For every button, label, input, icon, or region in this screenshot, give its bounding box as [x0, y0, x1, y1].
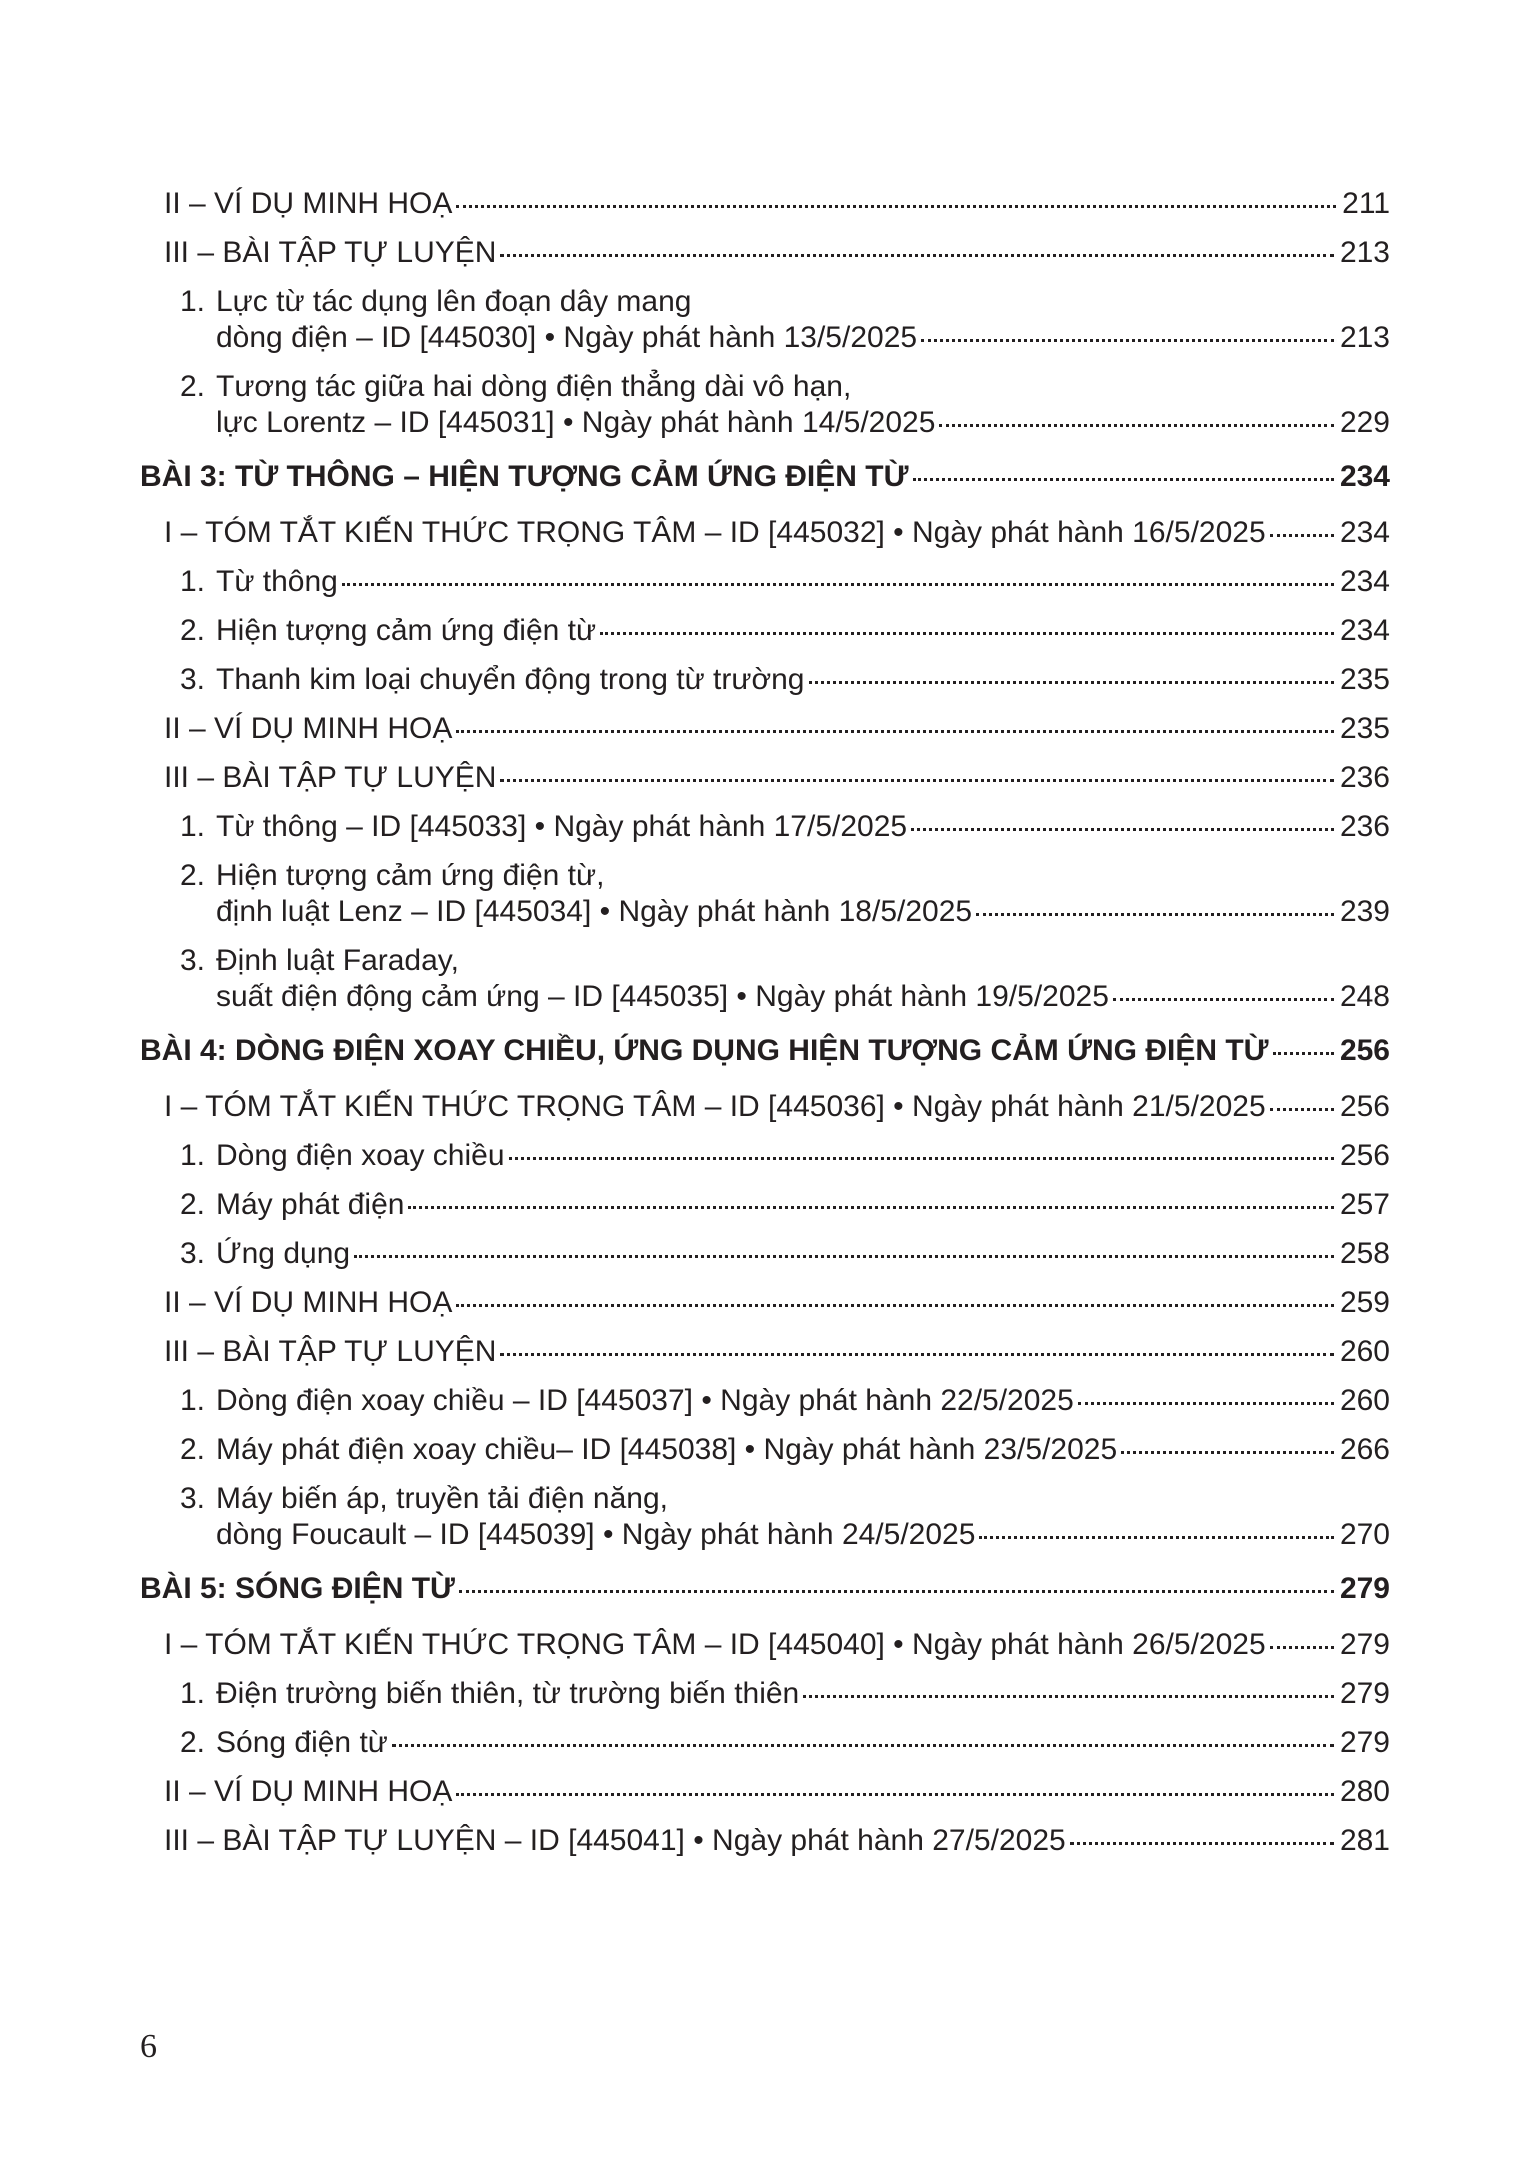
entry-title: suất điện động cảm ứng – ID [445035] • Ngày phát hành 19/5/2025 [216, 980, 1109, 1013]
entry-title: Ứng dụng [216, 1237, 351, 1270]
dot-leader [456, 730, 1334, 733]
entry-page: 279 [1339, 1726, 1390, 1759]
toc-section[interactable] [140, 1089, 1390, 1125]
dot-leader [979, 1536, 1334, 1539]
toc-section[interactable] [140, 1334, 1390, 1370]
entry-page: 256 [1339, 1034, 1390, 1067]
entry-number: 1. [180, 1139, 206, 1172]
toc-entry[interactable] [140, 1481, 1390, 1553]
dot-leader [456, 1793, 1334, 1796]
toc-entry[interactable] [140, 564, 1390, 600]
entry-page: 229 [1339, 406, 1390, 439]
entry-title-line: Hiện tượng cảm ứng điện từ, [216, 859, 605, 892]
entry-title: III – BÀI TẬP TỰ LUYỆN [164, 1335, 497, 1368]
dot-leader [500, 1353, 1334, 1356]
entry-page: 234 [1339, 565, 1390, 598]
entry-page: 256 [1339, 1139, 1390, 1172]
entry-title: II – VÍ DỤ MINH HOẠ [164, 1775, 453, 1808]
entry-number: 3. [180, 663, 206, 696]
toc-section[interactable] [140, 186, 1390, 222]
entry-number: 1. [180, 1384, 206, 1417]
dot-leader [809, 681, 1334, 684]
toc-entry[interactable] [140, 1138, 1390, 1174]
entry-title: Dòng điện xoay chiều [216, 1139, 505, 1172]
entry-page: 234 [1339, 614, 1390, 647]
entry-page: 260 [1339, 1335, 1390, 1368]
entry-page: 213 [1339, 321, 1390, 354]
entry-page: 213 [1339, 236, 1390, 269]
dot-leader [459, 1590, 1334, 1593]
entry-page: 239 [1339, 895, 1390, 928]
toc-entry[interactable] [140, 1725, 1390, 1761]
entry-title: dòng điện – ID [445030] • Ngày phát hành 13/5/2025 [216, 321, 918, 354]
entry-number: 2. [180, 1433, 206, 1466]
toc-chapter[interactable] [140, 1033, 1390, 1069]
entry-number: 1. [180, 285, 206, 318]
entry-title: II – VÍ DỤ MINH HOẠ [164, 187, 453, 220]
entry-title: III – BÀI TẬP TỰ LUYỆN [164, 236, 497, 269]
toc-chapter[interactable] [140, 459, 1390, 495]
toc-chapter[interactable] [140, 1571, 1390, 1607]
entry-title: dòng Foucault – ID [445039] • Ngày phát hành 24/5/2025 [216, 1518, 976, 1551]
dot-leader [803, 1695, 1334, 1698]
toc-section[interactable] [140, 1627, 1390, 1663]
dot-leader [456, 205, 1336, 208]
entry-number: 1. [180, 565, 206, 598]
entry-page: 234 [1339, 516, 1390, 549]
entry-title: Từ thông – ID [445033] • Ngày phát hành 17/5/2025 [216, 810, 908, 843]
entry-page: 279 [1339, 1628, 1390, 1661]
entry-number: 3. [180, 1237, 206, 1270]
dot-leader [1070, 1842, 1334, 1845]
entry-page: 236 [1339, 810, 1390, 843]
entry-number: 2. [180, 1188, 206, 1221]
toc-entry[interactable] [140, 1236, 1390, 1272]
entry-title: Dòng điện xoay chiều – ID [445037] • Ngày phát hành 22/5/2025 [216, 1384, 1074, 1417]
toc-entry[interactable] [140, 369, 1390, 441]
dot-leader [392, 1744, 1334, 1747]
entry-page: 266 [1339, 1433, 1390, 1466]
toc-entry[interactable] [140, 858, 1390, 930]
entry-title: BÀI 4: DÒNG ĐIỆN XOAY CHIỀU, ỨNG DỤNG HIỆN TƯỢNG CẢM ỨNG ĐIỆN TỪ [140, 1034, 1269, 1067]
entry-page: 235 [1339, 712, 1390, 745]
entry-title-line: Máy biến áp, truyền tải điện năng, [216, 1482, 668, 1515]
toc-entry[interactable] [140, 1432, 1390, 1468]
toc-section[interactable] [140, 515, 1390, 551]
toc-entry[interactable] [140, 613, 1390, 649]
dot-leader [1270, 1646, 1334, 1649]
dot-leader [1113, 998, 1334, 1001]
entry-page: 248 [1339, 980, 1390, 1013]
entry-title: I – TÓM TẮT KIẾN THỨC TRỌNG TÂM – ID [445040] • Ngày phát hành 26/5/2025 [164, 1628, 1266, 1661]
toc-section[interactable] [140, 235, 1390, 271]
page-number: 6 [140, 2028, 157, 2065]
dot-leader [1270, 534, 1334, 537]
dot-leader [1078, 1402, 1334, 1405]
toc-entry[interactable] [140, 1676, 1390, 1712]
toc-entry[interactable] [140, 809, 1390, 845]
entry-page: 260 [1339, 1384, 1390, 1417]
entry-title: Máy phát điện xoay chiều– ID [445038] • Ngày phát hành 23/5/2025 [216, 1433, 1118, 1466]
dot-leader [1270, 1108, 1334, 1111]
dot-leader [456, 1304, 1334, 1307]
dot-leader [911, 828, 1334, 831]
dot-leader [408, 1206, 1333, 1209]
entry-page: 256 [1339, 1090, 1390, 1123]
toc-entry[interactable] [140, 662, 1390, 698]
entry-title: I – TÓM TẮT KIẾN THỨC TRỌNG TÂM – ID [445036] • Ngày phát hành 21/5/2025 [164, 1090, 1266, 1123]
dot-leader [921, 339, 1334, 342]
entry-number: 2. [180, 370, 206, 403]
entry-number: 2. [180, 1726, 206, 1759]
entry-page: 280 [1339, 1775, 1390, 1808]
entry-title-line: Định luật Faraday, [216, 944, 459, 977]
entry-title: Điện trường biến thiên, từ trường biến thiên [216, 1677, 800, 1710]
table-of-contents [140, 178, 1390, 1872]
dot-leader [500, 779, 1334, 782]
dot-leader [509, 1157, 1334, 1160]
entry-title: Sóng điện từ [216, 1726, 388, 1759]
dot-leader [976, 913, 1334, 916]
entry-title: Hiện tượng cảm ứng điện từ [216, 614, 597, 647]
toc-section[interactable] [140, 1285, 1390, 1321]
entry-title: Máy phát điện [216, 1188, 405, 1221]
dot-leader [354, 1255, 1334, 1258]
toc-section[interactable] [140, 760, 1390, 796]
dot-leader [1273, 1052, 1334, 1055]
entry-number: 2. [180, 614, 206, 647]
entry-page: 258 [1339, 1237, 1390, 1270]
entry-title: III – BÀI TẬP TỰ LUYỆN – ID [445041] • Ngày phát hành 27/5/2025 [164, 1824, 1066, 1857]
entry-title: II – VÍ DỤ MINH HOẠ [164, 712, 453, 745]
dot-leader [1121, 1451, 1334, 1454]
entry-page: 270 [1339, 1518, 1390, 1551]
entry-number: 3. [180, 944, 206, 977]
toc-section[interactable] [140, 711, 1390, 747]
entry-page: 281 [1339, 1824, 1390, 1857]
toc-entry[interactable] [140, 943, 1390, 1015]
entry-title: BÀI 3: TỪ THÔNG – HIỆN TƯỢNG CẢM ỨNG ĐIỆN TỪ [140, 460, 909, 493]
entry-page: 259 [1339, 1286, 1390, 1319]
entry-title: III – BÀI TẬP TỰ LUYỆN [164, 761, 497, 794]
entry-number: 3. [180, 1482, 206, 1515]
entry-title-line: Tương tác giữa hai dòng điện thẳng dài vô hạn, [216, 370, 852, 403]
dot-leader [913, 478, 1334, 481]
toc-entry[interactable] [140, 1187, 1390, 1223]
dot-leader [342, 583, 1334, 586]
entry-page: 279 [1339, 1572, 1390, 1605]
entry-title: Từ thông [216, 565, 338, 598]
entry-page: 235 [1339, 663, 1390, 696]
entry-title: II – VÍ DỤ MINH HOẠ [164, 1286, 453, 1319]
entry-title: BÀI 5: SÓNG ĐIỆN TỪ [140, 1572, 455, 1605]
dot-leader [600, 632, 1334, 635]
entry-title: định luật Lenz – ID [445034] • Ngày phát hành 18/5/2025 [216, 895, 973, 928]
entry-page: 211 [1342, 187, 1390, 220]
entry-title-line: Lực từ tác dụng lên đoạn dây mang [216, 285, 692, 318]
toc-section[interactable] [140, 1823, 1390, 1859]
entry-page: 234 [1339, 460, 1390, 493]
entry-page: 279 [1339, 1677, 1390, 1710]
toc-entry[interactable] [140, 1383, 1390, 1419]
entry-page: 236 [1339, 761, 1390, 794]
toc-entry[interactable] [140, 284, 1390, 356]
entry-page: 257 [1339, 1188, 1390, 1221]
toc-section[interactable] [140, 1774, 1390, 1810]
entry-title: I – TÓM TẮT KIẾN THỨC TRỌNG TÂM – ID [445032] • Ngày phát hành 16/5/2025 [164, 516, 1266, 549]
entry-title: Thanh kim loại chuyển động trong từ trường [216, 663, 805, 696]
entry-number: 1. [180, 1677, 206, 1710]
entry-number: 2. [180, 859, 206, 892]
dot-leader [500, 254, 1334, 257]
dot-leader [939, 424, 1334, 427]
entry-title: lực Lorentz – ID [445031] • Ngày phát hành 14/5/2025 [216, 406, 936, 439]
entry-number: 1. [180, 810, 206, 843]
